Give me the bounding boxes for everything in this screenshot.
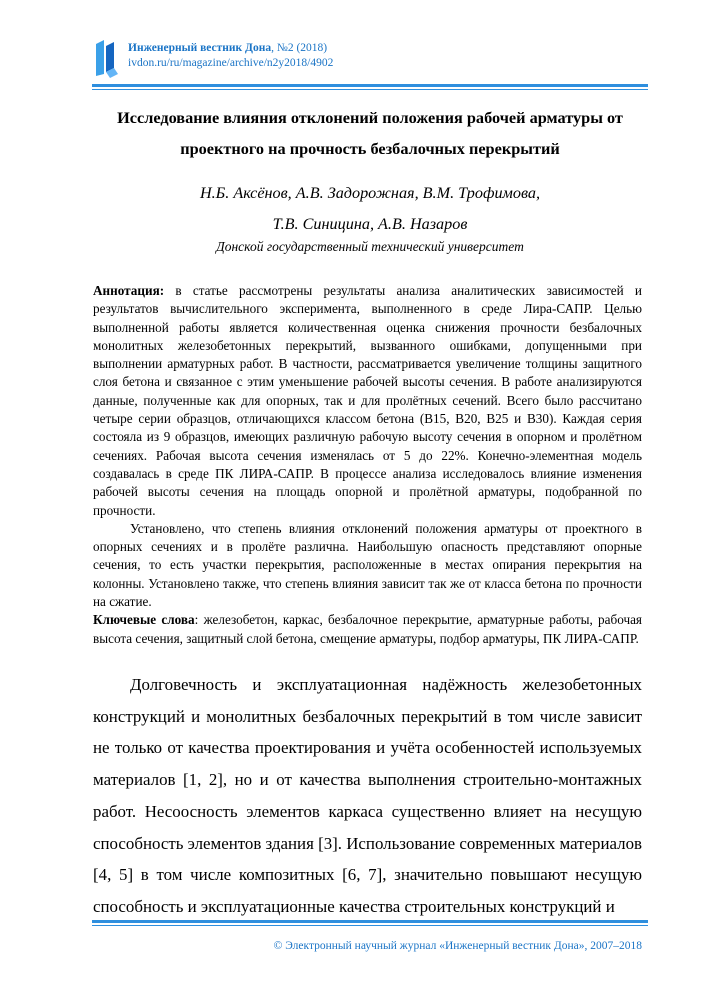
journal-title xyxy=(128,41,327,56)
abstract-paragraph xyxy=(93,282,642,520)
body-paragraph: Долговечность и эксплуатационная надёжность железобетонных конструкций и монолитных безбалочных перекрытий в том числе зависит не только от качества проектирования и учёта особенностей используемых материалов [1, 2], но и от качества выполнения строительно-монтажных работ. Несоосность элементов каркаса существенно влияет на несущую способность элементов здания [3]. Использование современных материалов [4, 5] в том числе композитных [6, 7], значительно повышают несущую способность и эксплуатационные качества строительных конструкций и xyxy=(93,675,642,916)
keywords-text: : железобетон, каркас, безбалочное перекрытие, арматурные работы, рабочая высота сечения, защитный слой бетона, смещение арматуры, подбор арматуры, ПК ЛИРА-САПР. xyxy=(93,612,642,646)
authors-line-2: Т.В. Синицина, А.В. Назаров xyxy=(272,215,468,233)
header-divider xyxy=(92,84,648,87)
abstract-text: в статье рассмотрены результаты анализа аналитических зависимостей и результатов вычислительного эксперимента, выполненного в среде Лира-САПР. Целью выполненной работы является количественная оценка снижения прочности безбалочных монолитных железобетонных перекрытий, вызванного ошибками, допущенными при выполнении арматурных работ. В частности, рассматривается увеличение толщины защитного слоя бетона и связанное с этим уменьшение рабочей высоты сечения. В работе анализируются данные, полученные как для опорных, так и для пролётных сечений. Всего было рассчитано четыре серии образцов, отличающихся классом бетона (В15, В20, В25 и В30). Каждая серия состояла из 9 образцов, имеющих различную рабочую высоту сечения в опорном и пролётном сечениях. Рабочая высота сечения изменялась от 5 до 22%. Конечно-элементная модель создавалась в среде ПК ЛИРА-САПР. В процессе анализа исследовалось влияние изменения рабочей высоты сечения на площадь опорной и пролётной арматуры, подобранной по прочности. xyxy=(93,283,642,518)
footer-copyright: © Электронный научный журнал «Инженерный вестник Дона», 2007–2018 xyxy=(273,940,642,952)
authors-line-1: Н.Б. Аксёнов, А.В. Задорожная, В.М. Трофимова, xyxy=(199,184,541,202)
journal-logo-icon xyxy=(92,38,120,78)
footer-divider xyxy=(92,920,648,923)
article-url[interactable]: ivdon.ru/ru/magazine/archive/n2y2018/4902 xyxy=(128,57,334,69)
abstract-paragraph-2: Установлено, что степень влияния отклонений положения арматуры от проектного в опорных сечениях и в пролёте различна. Наибольшую опасность представляют опорные сечения, то есть участки перекрытия, расположенные в местах опирания перекрытия на колонны. Установлено также, что степень влияния зависит так же от класса бетона по прочности на сжатие. xyxy=(93,520,642,610)
journal-name: Инженерный вестник Дона xyxy=(128,42,272,54)
keywords-label: Ключевые слова xyxy=(93,612,195,628)
abstract-label: Аннотация: xyxy=(93,283,165,298)
article-authors xyxy=(80,178,660,240)
affiliation: Донской государственный технический университет xyxy=(216,239,524,254)
footer-divider-thin xyxy=(92,925,648,926)
journal-issue: , №2 (2018) xyxy=(271,42,328,54)
keywords-paragraph xyxy=(93,611,642,648)
header-divider-thin xyxy=(92,89,648,90)
journal-header xyxy=(92,36,652,78)
article-title: Исследование влияния отклонений положения рабочей арматуры от проектного на прочность безбалочных перекрытий xyxy=(117,108,623,158)
abstract-block xyxy=(93,282,642,648)
